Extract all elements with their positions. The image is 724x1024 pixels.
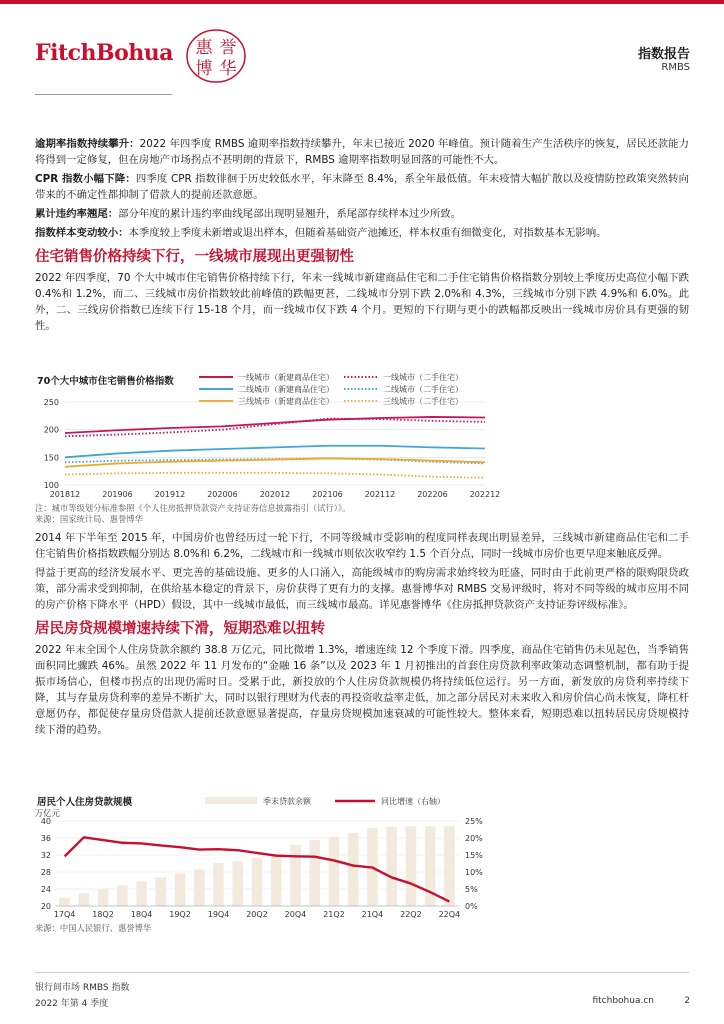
chart2-xtick: 17Q4 — [53, 910, 76, 919]
logo-seal — [185, 28, 247, 84]
chart1-xtick: 202006 — [207, 490, 238, 499]
chart2-title: 居民个人住房贷款规模 — [37, 797, 133, 808]
chart2-bar — [444, 826, 455, 906]
chart2-legend-line-label: 同比增速（右轴） — [381, 797, 445, 806]
logo-divider — [35, 94, 172, 95]
top-accent-bar — [0, 0, 724, 4]
chart2-bar — [175, 873, 186, 906]
section-heading-loans: 居民房贷规模增速持续下滑，短期恐难以扭转 — [35, 621, 325, 637]
chart1-series-line — [65, 419, 485, 437]
chart1-source: 来源：国家统计局、惠誉博华 — [35, 514, 143, 524]
chart2-bar — [98, 889, 109, 906]
footer-period: 2022 年第 4 季度 — [35, 999, 109, 1009]
chart2-xtick: 20Q2 — [246, 910, 268, 919]
chart1-xtick: 202106 — [312, 490, 343, 499]
chart1-legend-label: 三线城市（二手住宅） — [383, 397, 463, 406]
chart2-y2tick: 25% — [465, 817, 483, 826]
svg-text:华: 华 — [219, 59, 237, 79]
footer-divider — [35, 972, 689, 973]
chart1-xtick: 202012 — [259, 490, 291, 499]
chart2-bar — [290, 845, 301, 906]
chart1-ytick: 250 — [43, 398, 59, 407]
chart1-series-line — [65, 473, 485, 478]
chart1-title: 70个大中城市住宅销售价格指数 — [37, 376, 174, 387]
chart1-legend-label: 三线城市（新建商品住宅） — [238, 397, 334, 406]
chart1-ytick: 150 — [43, 453, 59, 463]
chart2-ytick: 20 — [40, 902, 51, 911]
footer-website: fitchbohua.cn — [592, 996, 654, 1006]
svg-text:博: 博 — [195, 59, 213, 79]
chart2-ytick: 36 — [40, 834, 51, 843]
prices-paragraph-3: 得益于更高的经济发展水平、更完善的基础设施、更多的人口涌入，高能级城市的购房需求始终较为旺盛，同时由于此前更严格的限购限贷政策，部分需求受到抑制，在供给基本稳定的背景下，房价获得了更有力的支撑。惠誉博华对 RMBS 交易评级时，将对不同等级的城市应用不同的房产价格下降水平（HPD）假设，其中一线城市最低，而三线城市最高。详见惠誉博华《住房抵押贷款资产支持证券评级标准》。 — [35, 567, 689, 611]
chart1-legend-label: 一线城市（新建商品住宅） — [238, 373, 334, 382]
chart2-bar — [213, 863, 224, 906]
chart2-y2tick: 0% — [465, 902, 478, 911]
chart2-legend-bar-swatch — [205, 797, 257, 804]
mortgage-balance-chart — [35, 792, 689, 942]
chart2-bar — [348, 833, 359, 906]
chart2-xtick: 19Q4 — [207, 910, 230, 919]
page-number: 2 — [684, 996, 690, 1006]
prices-paragraph-2: 2014 年下半年至 2015 年，中国房价也曾经历过一轮下行，不同等级城市受影响的程度同样表现出明显差异，三线城市新建商品住宅和二手住宅销售价格指数跌幅分别达 8.0%和 6.2%，二线城市和一线城市则依次收窄约 1.5 个百分点，同时一线城市房价也更早迎来触底反弹。 — [35, 532, 689, 560]
chart2-bar — [194, 869, 205, 906]
chart2-legend-bar-label: 季末贷款余额 — [263, 797, 311, 806]
summary-cpr: CPR 指数小幅下降：四季度 CPR 指数徘徊于历史较低水平，年末降至 8.4%，系全年最低值。年末疫情大幅扩散以及疫情防控政策突然转向带来的不确定性都抑制了借款人的提前还款意愿。 — [35, 173, 690, 201]
summary-sample: 指数样本变动较小：本季度较上季度未新增或退出样本，但随着基础资产池摊还，样本权重有细微变化，对指数基本无影响。 — [35, 227, 607, 239]
chart1-xtick: 202212 — [469, 490, 501, 499]
chart2-y2tick: 5% — [465, 885, 478, 894]
main-content — [35, 136, 689, 337]
chart1-legend-label: 一线城市（二手住宅） — [383, 373, 463, 382]
chart2-plot — [35, 792, 689, 932]
chart2-xtick: 22Q4 — [438, 910, 461, 919]
footer-index-name: 银行间市场 RMBS 指数 — [35, 983, 130, 993]
chart2-bar — [156, 877, 167, 906]
chart2-ytick: 28 — [40, 868, 51, 877]
chart2-xtick: 18Q4 — [130, 910, 153, 919]
chart2-xtick: 19Q2 — [169, 910, 191, 919]
chart2-xtick: 22Q2 — [400, 910, 422, 919]
chart1-xtick: 202112 — [364, 490, 396, 499]
chart1-xtick: 201812 — [49, 490, 81, 499]
chart2-bar — [386, 827, 397, 906]
chart1-ytick: 200 — [43, 425, 59, 435]
chart1-legend-label: 二线城市（新建商品住宅） — [238, 385, 334, 394]
svg-text:誉: 誉 — [219, 38, 237, 58]
chart2-bar — [271, 854, 282, 906]
logo-wordmark: FitchBohua — [35, 40, 174, 66]
chart1-ytick: 100 — [43, 481, 59, 490]
chart2-bar — [117, 885, 128, 906]
chart2-bar — [79, 893, 90, 906]
chart2-ytick: 32 — [40, 851, 51, 860]
svg-text:惠: 惠 — [195, 38, 213, 58]
chart2-bar — [59, 898, 70, 906]
report-subtitle: RMBS — [661, 62, 690, 73]
chart2-y2tick: 20% — [465, 834, 483, 843]
chart2-bar — [232, 861, 243, 906]
chart1-xtick: 201912 — [154, 490, 186, 499]
chart2-bar — [252, 858, 263, 906]
chart2-ytick: 24 — [40, 885, 51, 894]
chart2-source: 来源：中国人民银行、惠誉博华 — [35, 923, 152, 933]
chart2-xtick: 21Q2 — [323, 910, 345, 919]
price-index-chart — [35, 370, 689, 524]
summary-delinquency: 逾期率指数持续攀升：2022 年四季度 RMBS 逾期率指数持续攀升，年末已接近 2020 年峰值。预计随着生产生活秩序的恢复，居民还款能力将得到一定修复，但在房地产市场拐点不甚明朗的背景下，RMBS 逾期率指数明显回落的可能性不大。 — [35, 138, 689, 166]
chart2-unit: 万亿元 — [35, 808, 60, 818]
chart2-y2tick: 15% — [465, 851, 483, 860]
chart2-bar — [309, 840, 320, 906]
chart2-bar — [406, 826, 417, 906]
chart2-xtick: 18Q2 — [92, 910, 114, 919]
chart1-series-line — [65, 446, 485, 458]
loans-paragraph-1: 2022 年末全国个人住房贷款余额约 38.8 万亿元，同比微增 1.3%，增速连续 12 个季度下滑。四季度，商品住宅销售仍未见起色，当季销售面积同比骤跌 46%。虽然 2022 年 11 月发布的“金融 16 条”以及 2023 年 1 月初推出的首套住房贷款利率政策动态调整机制，都有助于提振市场信心，但楼市拐点的出现仍需时日。受累于此，新投放的个人住房贷款规模仍将持续低位运行。另一方面，新发放的房贷利率持续下降，其与存量房贷利率的差异不断扩大，同时以银行理财为代表的再投资收益率走低，加之部分居民对未来收入和房价信心尚未恢复，降杠杆意愿仍存，都促使存量房贷借款人提前还款意愿显著提高，存量房贷规模加速衰减的可能性较大。整体来看，短期恐难以扭转居民房贷规模持续下滑的趋势。 — [35, 644, 689, 736]
chart1-legend-label: 二线城市（二手住宅） — [383, 385, 463, 394]
main-content-2 — [35, 530, 689, 741]
chart2-xtick: 20Q4 — [284, 910, 307, 919]
summary-default: 累计违约率翘尾：部分年度的累计违约率曲线尾部出现明显翘升，系尾部存续样本过少所致。 — [35, 208, 462, 220]
chart2-bar — [329, 837, 340, 906]
chart2-ytick: 40 — [40, 817, 51, 826]
report-title: 指数报告 — [637, 47, 690, 62]
chart1-xtick: 201906 — [102, 490, 133, 499]
chart2-bar — [136, 881, 147, 906]
prices-paragraph-1: 2022 年四季度，70 个大中城市住宅销售价格持续下行，年末一线城市新建商品住宅和二手住宅销售价格指数分别较上季度历史高位小幅下跌 0.4%和 1.2%，而二、三线城市房价指数较此前峰值的跌幅更甚，二线城市分别下跌 2.0%和 4.3%，三线城市分别下跌 4.9%和 6.0%。此外，二、三线房价指数已连续下行 15-18 个月，而一线城市仅下跌 4 个月。更短的下行期与更小的跌幅都反映出一线城市房价具有更强的韧性。 — [35, 272, 689, 332]
chart2-y2tick: 10% — [465, 868, 483, 877]
section-heading-prices: 住宅销售价格持续下行，一线城市展现出更强韧性 — [35, 249, 354, 265]
chart1-xtick: 202206 — [417, 490, 448, 499]
chart1-plot — [35, 370, 689, 504]
chart1-note: 注：城市等级划分标准参照《个人住房抵押贷款资产支持证券信息披露指引（试行）》。 — [35, 503, 351, 513]
chart2-xtick: 21Q4 — [361, 910, 384, 919]
